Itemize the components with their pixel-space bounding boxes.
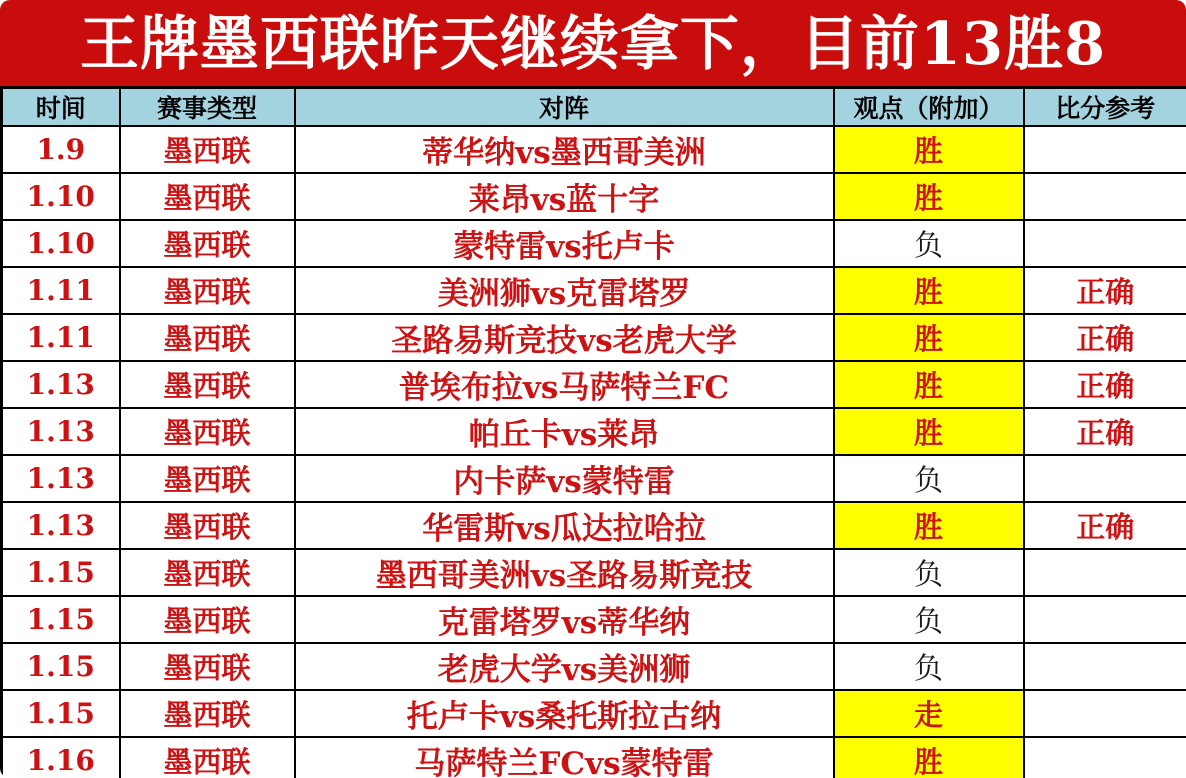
opinion-cell: 负: [834, 455, 1024, 502]
results-table: [0, 86, 1186, 778]
matchup-cell: 蒙特雷vs托卢卡: [295, 220, 834, 267]
table-row: [2, 126, 1186, 173]
league-cell: 墨西联: [120, 408, 295, 455]
league-cell: 墨西联: [120, 220, 295, 267]
score-reference-cell: 正确: [1024, 408, 1186, 455]
table-row: [2, 408, 1186, 455]
score-reference-cell: [1024, 737, 1186, 778]
table-row: [2, 267, 1186, 314]
table-row: [2, 455, 1186, 502]
table-row: [2, 690, 1186, 737]
opinion-cell: 胜: [834, 737, 1024, 778]
opinion-cell: 胜: [834, 126, 1024, 173]
page-title: 王牌墨西联昨天继续拿下，目前13胜8: [79, 8, 1107, 78]
column-header-score-reference: 比分参考: [1024, 88, 1186, 127]
opinion-cell: 胜: [834, 173, 1024, 220]
date-cell: 1.10: [2, 220, 120, 267]
date-cell: 1.13: [2, 502, 120, 549]
date-cell: 1.13: [2, 455, 120, 502]
date-cell: 1.11: [2, 267, 120, 314]
matchup-cell: 墨西哥美洲vs圣路易斯竞技: [295, 549, 834, 596]
date-cell: 1.13: [2, 361, 120, 408]
date-cell: 1.11: [2, 314, 120, 361]
date-cell: 1.15: [2, 643, 120, 690]
league-cell: 墨西联: [120, 361, 295, 408]
date-cell: 1.9: [2, 126, 120, 173]
table-row: [2, 596, 1186, 643]
table-row: [2, 643, 1186, 690]
date-cell: 1.13: [2, 408, 120, 455]
score-reference-cell: 正确: [1024, 314, 1186, 361]
score-reference-cell: [1024, 455, 1186, 502]
league-cell: 墨西联: [120, 737, 295, 778]
league-cell: 墨西联: [120, 690, 295, 737]
opinion-cell: 负: [834, 643, 1024, 690]
column-header-time: 时间: [2, 88, 120, 127]
score-reference-cell: [1024, 643, 1186, 690]
score-reference-cell: [1024, 173, 1186, 220]
opinion-cell: 胜: [834, 314, 1024, 361]
league-cell: 墨西联: [120, 502, 295, 549]
table-row: [2, 314, 1186, 361]
date-cell: 1.15: [2, 596, 120, 643]
title-banner: [0, 0, 1186, 86]
league-cell: 墨西联: [120, 173, 295, 220]
table-row: [2, 220, 1186, 267]
matchup-cell: 老虎大学vs美洲狮: [295, 643, 834, 690]
table-row: [2, 502, 1186, 549]
opinion-cell: 负: [834, 549, 1024, 596]
table-row: [2, 361, 1186, 408]
matchup-cell: 蒂华纳vs墨西哥美洲: [295, 126, 834, 173]
opinion-cell: 胜: [834, 502, 1024, 549]
league-cell: 墨西联: [120, 267, 295, 314]
date-cell: 1.15: [2, 549, 120, 596]
matchup-cell: 美洲狮vs克雷塔罗: [295, 267, 834, 314]
score-reference-cell: 正确: [1024, 361, 1186, 408]
matchup-cell: 内卡萨vs蒙特雷: [295, 455, 834, 502]
matchup-cell: 圣路易斯竞技vs老虎大学: [295, 314, 834, 361]
league-cell: 墨西联: [120, 596, 295, 643]
score-reference-cell: 正确: [1024, 502, 1186, 549]
column-header-opinion: 观点（附加）: [834, 88, 1024, 127]
league-cell: 墨西联: [120, 549, 295, 596]
date-cell: 1.15: [2, 690, 120, 737]
matchup-cell: 华雷斯vs瓜达拉哈拉: [295, 502, 834, 549]
opinion-cell: 胜: [834, 267, 1024, 314]
score-reference-cell: [1024, 126, 1186, 173]
opinion-cell: 胜: [834, 361, 1024, 408]
opinion-cell: 负: [834, 596, 1024, 643]
date-cell: 1.16: [2, 737, 120, 778]
matchup-cell: 帕丘卡vs莱昂: [295, 408, 834, 455]
league-cell: 墨西联: [120, 314, 295, 361]
matchup-cell: 普埃布拉vs马萨特兰FC: [295, 361, 834, 408]
table-row: [2, 737, 1186, 778]
league-cell: 墨西联: [120, 455, 295, 502]
matchup-cell: 莱昂vs蓝十字: [295, 173, 834, 220]
table-row: [2, 173, 1186, 220]
score-reference-cell: [1024, 596, 1186, 643]
table-row: [2, 549, 1186, 596]
opinion-cell: 负: [834, 220, 1024, 267]
matchup-cell: 克雷塔罗vs蒂华纳: [295, 596, 834, 643]
league-cell: 墨西联: [120, 126, 295, 173]
score-reference-cell: [1024, 220, 1186, 267]
matchup-cell: 托卢卡vs桑托斯拉古纳: [295, 690, 834, 737]
score-reference-cell: [1024, 549, 1186, 596]
score-reference-cell: 正确: [1024, 267, 1186, 314]
table-header-row: [2, 88, 1186, 127]
column-header-matchup: 对阵: [295, 88, 834, 127]
date-cell: 1.10: [2, 173, 120, 220]
matchup-cell: 马萨特兰FCvs蒙特雷: [295, 737, 834, 778]
opinion-cell: 走: [834, 690, 1024, 737]
opinion-cell: 胜: [834, 408, 1024, 455]
league-cell: 墨西联: [120, 643, 295, 690]
column-header-event-type: 赛事类型: [120, 88, 295, 127]
score-reference-cell: [1024, 690, 1186, 737]
